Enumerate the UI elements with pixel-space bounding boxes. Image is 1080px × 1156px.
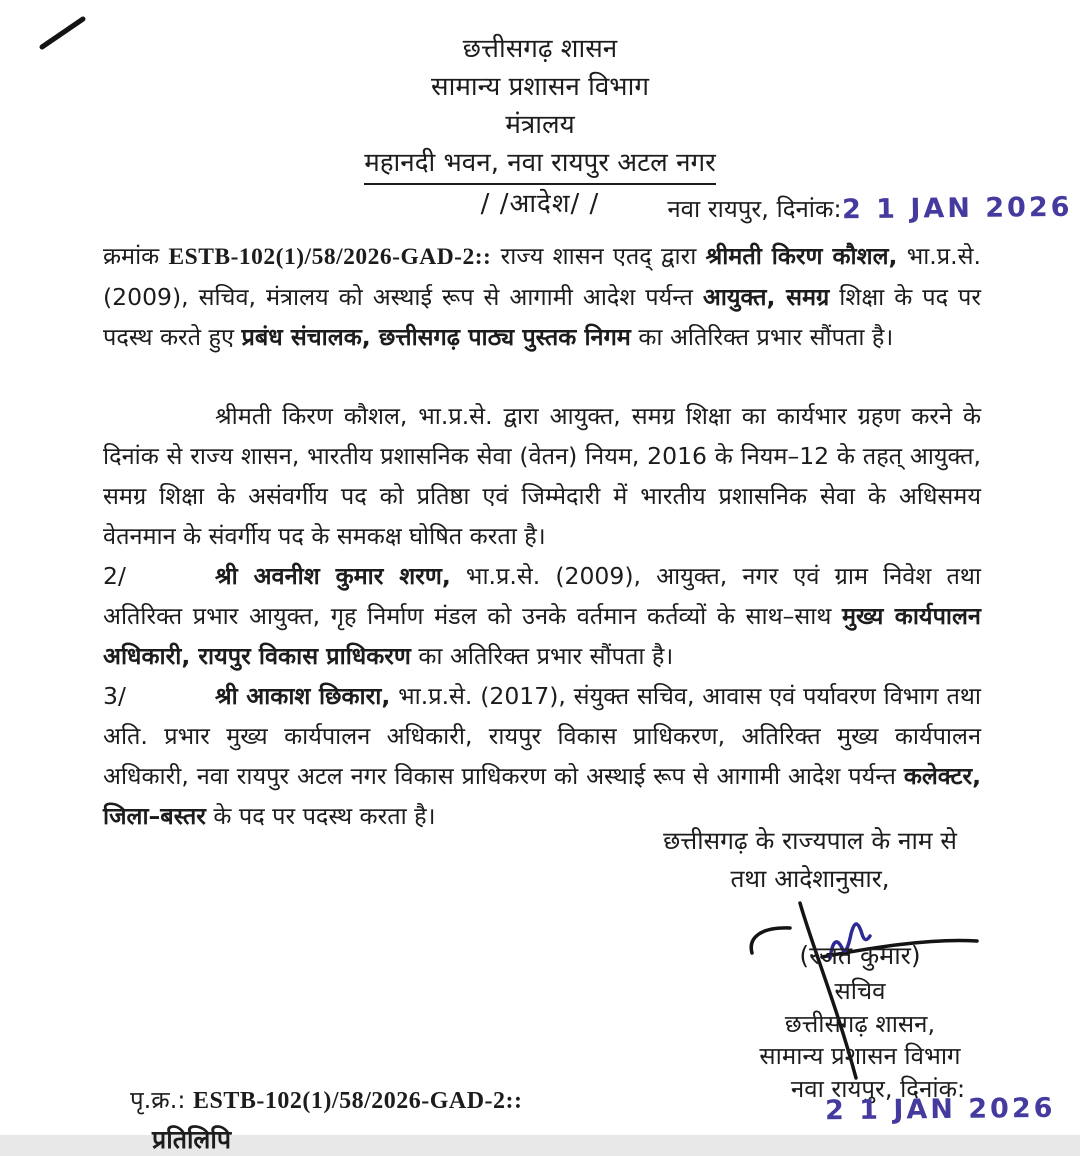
endorsement-reference: [130, 1083, 523, 1116]
ministry-name: मंत्रालय: [505, 110, 575, 140]
endorsement-number: ESTB-102(1)/58/2026-GAD-2::: [193, 1088, 523, 1114]
department-name: सामान्य प्रशासन विभाग: [431, 72, 649, 102]
paragraph-3-number: 2/: [103, 562, 126, 590]
closing-authority: [600, 822, 1020, 898]
paragraph-2: श्रीमती किरण कौशल, भा.प्र.से. द्वारा आयुक्त, समग्र शिक्षा का कार्यभार ग्रहण करने के दिनांक से राज्य शासन, भारतीय प्रशासनिक सेवा (वेतन) नियम, 2016 के नियम–12 के तहत् आयुक्त, समग्र शिक्षा के असंवर्गीय पद को प्रतिष्ठा एवं जिम्मेदारी में भारतीय प्रशासनिक सेवा के अधिसमय वेतनमान के संवर्गीय पद के समकक्ष घोषित करता है।: [103, 402, 981, 550]
signatory-org-line1: छत्तीसगढ़ शासन,: [784, 1010, 936, 1038]
order-title: / /आदेश/ /: [480, 189, 600, 219]
signature-date-stamp-wrap: [800, 1094, 1080, 1125]
paragraph-4: 3/ श्री आकाश छिकारा, भा.प्र.से. (2017), संयुक्त सचिव, आवास एवं पर्यावरण विभाग तथा अति. प्रभार मुख्य कार्यपालन अधिकारी, रायपुर विकास प्राधिकरण, अतिरिक्त मुख्य कार्यपालन अधिकारी, नवा रायपुर अटल नगर विकास प्राधिकरण को अस्थाई रूप से आगामी आदेश पर्यन्त कलेक्टर, जिला–बस्तर के पद पर पदस्थ करता है।: [103, 676, 981, 836]
closing-line-1: छत्तीसगढ़ के राज्यपाल के नाम से: [663, 826, 957, 855]
paragraph-4-number: 3/: [103, 682, 126, 710]
paragraph-1: क्रमांक ESTB-102(1)/58/2026-GAD-2:: राज्य शासन एतद् द्वारा श्रीमती किरण कौशल, भा.प्र.से. (2009), सचिव, मंत्रालय को अस्थाई रूप से आगामी आदेश पर्यन्त आयुक्त, समग्र शिक्षा के पद पर पदस्थ करते हुए प्रबंध संचालक, छत्तीसगढ़ पाठ्य पुस्तक निगम का अतिरिक्त प्रभार सौंपता है।: [103, 242, 981, 351]
dateline-label: नवा रायपुर, दिनांक:: [667, 195, 842, 223]
dateline: [667, 192, 1072, 225]
govt-name: छत्तीसगढ़ शासन: [462, 34, 618, 64]
signature-place-date-label: नवा रायपुर, दिनांक:: [790, 1075, 966, 1103]
paragraph-3: 2/ श्री अवनीश कुमार शरण, भा.प्र.से. (2009), आयुक्त, नगर एवं ग्राम निवेश तथा अतिरिक्त प्रभार आयुक्त, गृह निर्माण मंडल को उनके वर्तमान कर्तव्यों के साथ–साथ मुख्य कार्यपालन अधिकारी, रायपुर विकास प्राधिकरण का अतिरिक्त प्रभार सौंपता है।: [103, 556, 981, 676]
signatory-name: (रजत कुमार): [799, 941, 921, 970]
signature-date-stamp: 2 1 JAN 2026: [824, 1092, 1056, 1127]
signatory-org-line2: सामान्य प्रशासन विभाग: [759, 1042, 961, 1070]
closing-line-2: तथा आदेशानुसार,: [730, 864, 890, 893]
signatory-title: सचिव: [834, 977, 886, 1005]
address-line: महानदी भवन, नवा रायपुर अटल नगर: [0, 144, 1080, 185]
endorsement-label: पृ.क्र.:: [130, 1086, 194, 1114]
cut-off-copy-to-text: प्रतिलिपि: [152, 1125, 232, 1154]
date-stamp: 2 1 JAN 2026: [841, 191, 1073, 226]
